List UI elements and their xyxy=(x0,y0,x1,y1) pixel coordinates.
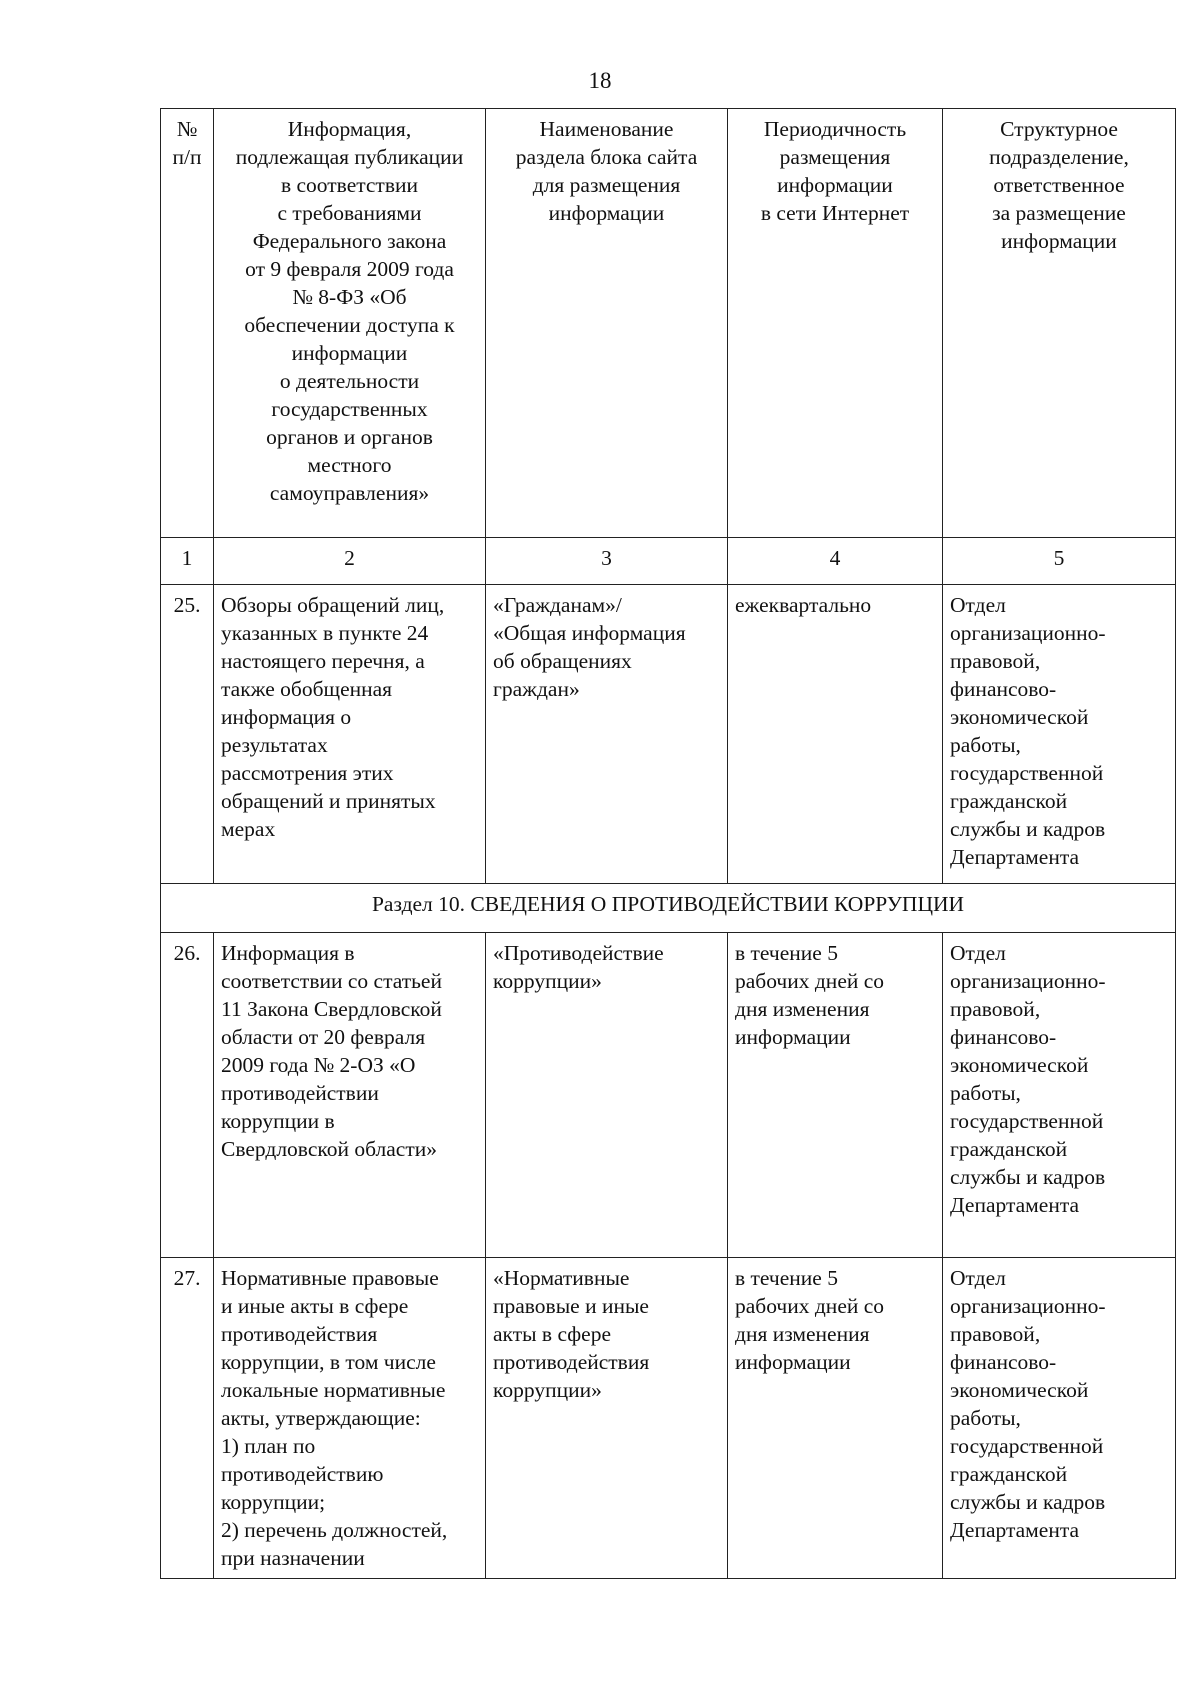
table-header-row xyxy=(161,109,1176,538)
row-site-section: «Противодействие коррупции» xyxy=(486,933,728,1258)
row-site-section: «Гражданам»/ «Общая информация об обращениях граждан» xyxy=(486,585,728,884)
row-information: Нормативные правовые и иные акты в сфере противодействия коррупции, в том числе локальные нормативные акты, утверждающие: 1) план по противодействию коррупции; 2) перечень должностей, при назначении xyxy=(214,1258,486,1579)
row-periodicity: ежеквартально xyxy=(728,585,943,884)
column-number: 5 xyxy=(943,538,1176,585)
row-department: Отдел организационно- правовой, финансово- экономической работы, государственной гражданской службы и кадров Департамента xyxy=(943,585,1176,884)
row-information: Информация в соответствии со статьей 11 Закона Свердловской области от 20 февраля 2009 года № 2-ОЗ «О противодействии коррупции в Свердловской области» xyxy=(214,933,486,1258)
column-numbers-row xyxy=(161,538,1176,585)
column-number: 2 xyxy=(214,538,486,585)
page-number: 18 xyxy=(588,68,612,93)
column-number: 4 xyxy=(728,538,943,585)
table-row xyxy=(161,585,1176,884)
column-number: 1 xyxy=(161,538,214,585)
row-department: Отдел организационно- правовой, финансово- экономической работы, государственной гражданской службы и кадров Департамента xyxy=(943,933,1176,1258)
row-periodicity: в течение 5 рабочих дней со дня изменения информации xyxy=(728,933,943,1258)
header-site-section: Наименование раздела блока сайта для размещения информации xyxy=(486,109,728,538)
section-title: Раздел 10. СВЕДЕНИЯ О ПРОТИВОДЕЙСТВИИ КОРРУПЦИИ xyxy=(161,884,1176,933)
row-number: 26. xyxy=(161,933,214,1258)
row-site-section: «Нормативные правовые и иные акты в сфере противодействия коррупции» xyxy=(486,1258,728,1579)
row-number: 25. xyxy=(161,585,214,884)
header-department: Структурное подразделение, ответственное за размещение информации xyxy=(943,109,1176,538)
row-number: 27. xyxy=(161,1258,214,1579)
table-row xyxy=(161,933,1176,1258)
column-number: 3 xyxy=(486,538,728,585)
row-department: Отдел организационно- правовой, финансово- экономической работы, государственной гражданской службы и кадров Департамента xyxy=(943,1258,1176,1579)
header-information: Информация, подлежащая публикации в соответствии с требованиями Федерального закона от 9 февраля 2009 года № 8-ФЗ «Об обеспечении доступа к информации о деятельности государственных органов и органов местного самоуправления» xyxy=(214,109,486,538)
header-periodicity: Периодичность размещения информации в сети Интернет xyxy=(728,109,943,538)
header-number: № п/п xyxy=(161,109,214,538)
table-row xyxy=(161,1258,1176,1579)
publication-table xyxy=(160,108,1176,1579)
section-title-row xyxy=(161,884,1176,933)
row-information: Обзоры обращений лиц, указанных в пункте 24 настоящего перечня, а также обобщенная информация о результатах рассмотрения этих обращений и принятых мерах xyxy=(214,585,486,884)
row-periodicity: в течение 5 рабочих дней со дня изменения информации xyxy=(728,1258,943,1579)
